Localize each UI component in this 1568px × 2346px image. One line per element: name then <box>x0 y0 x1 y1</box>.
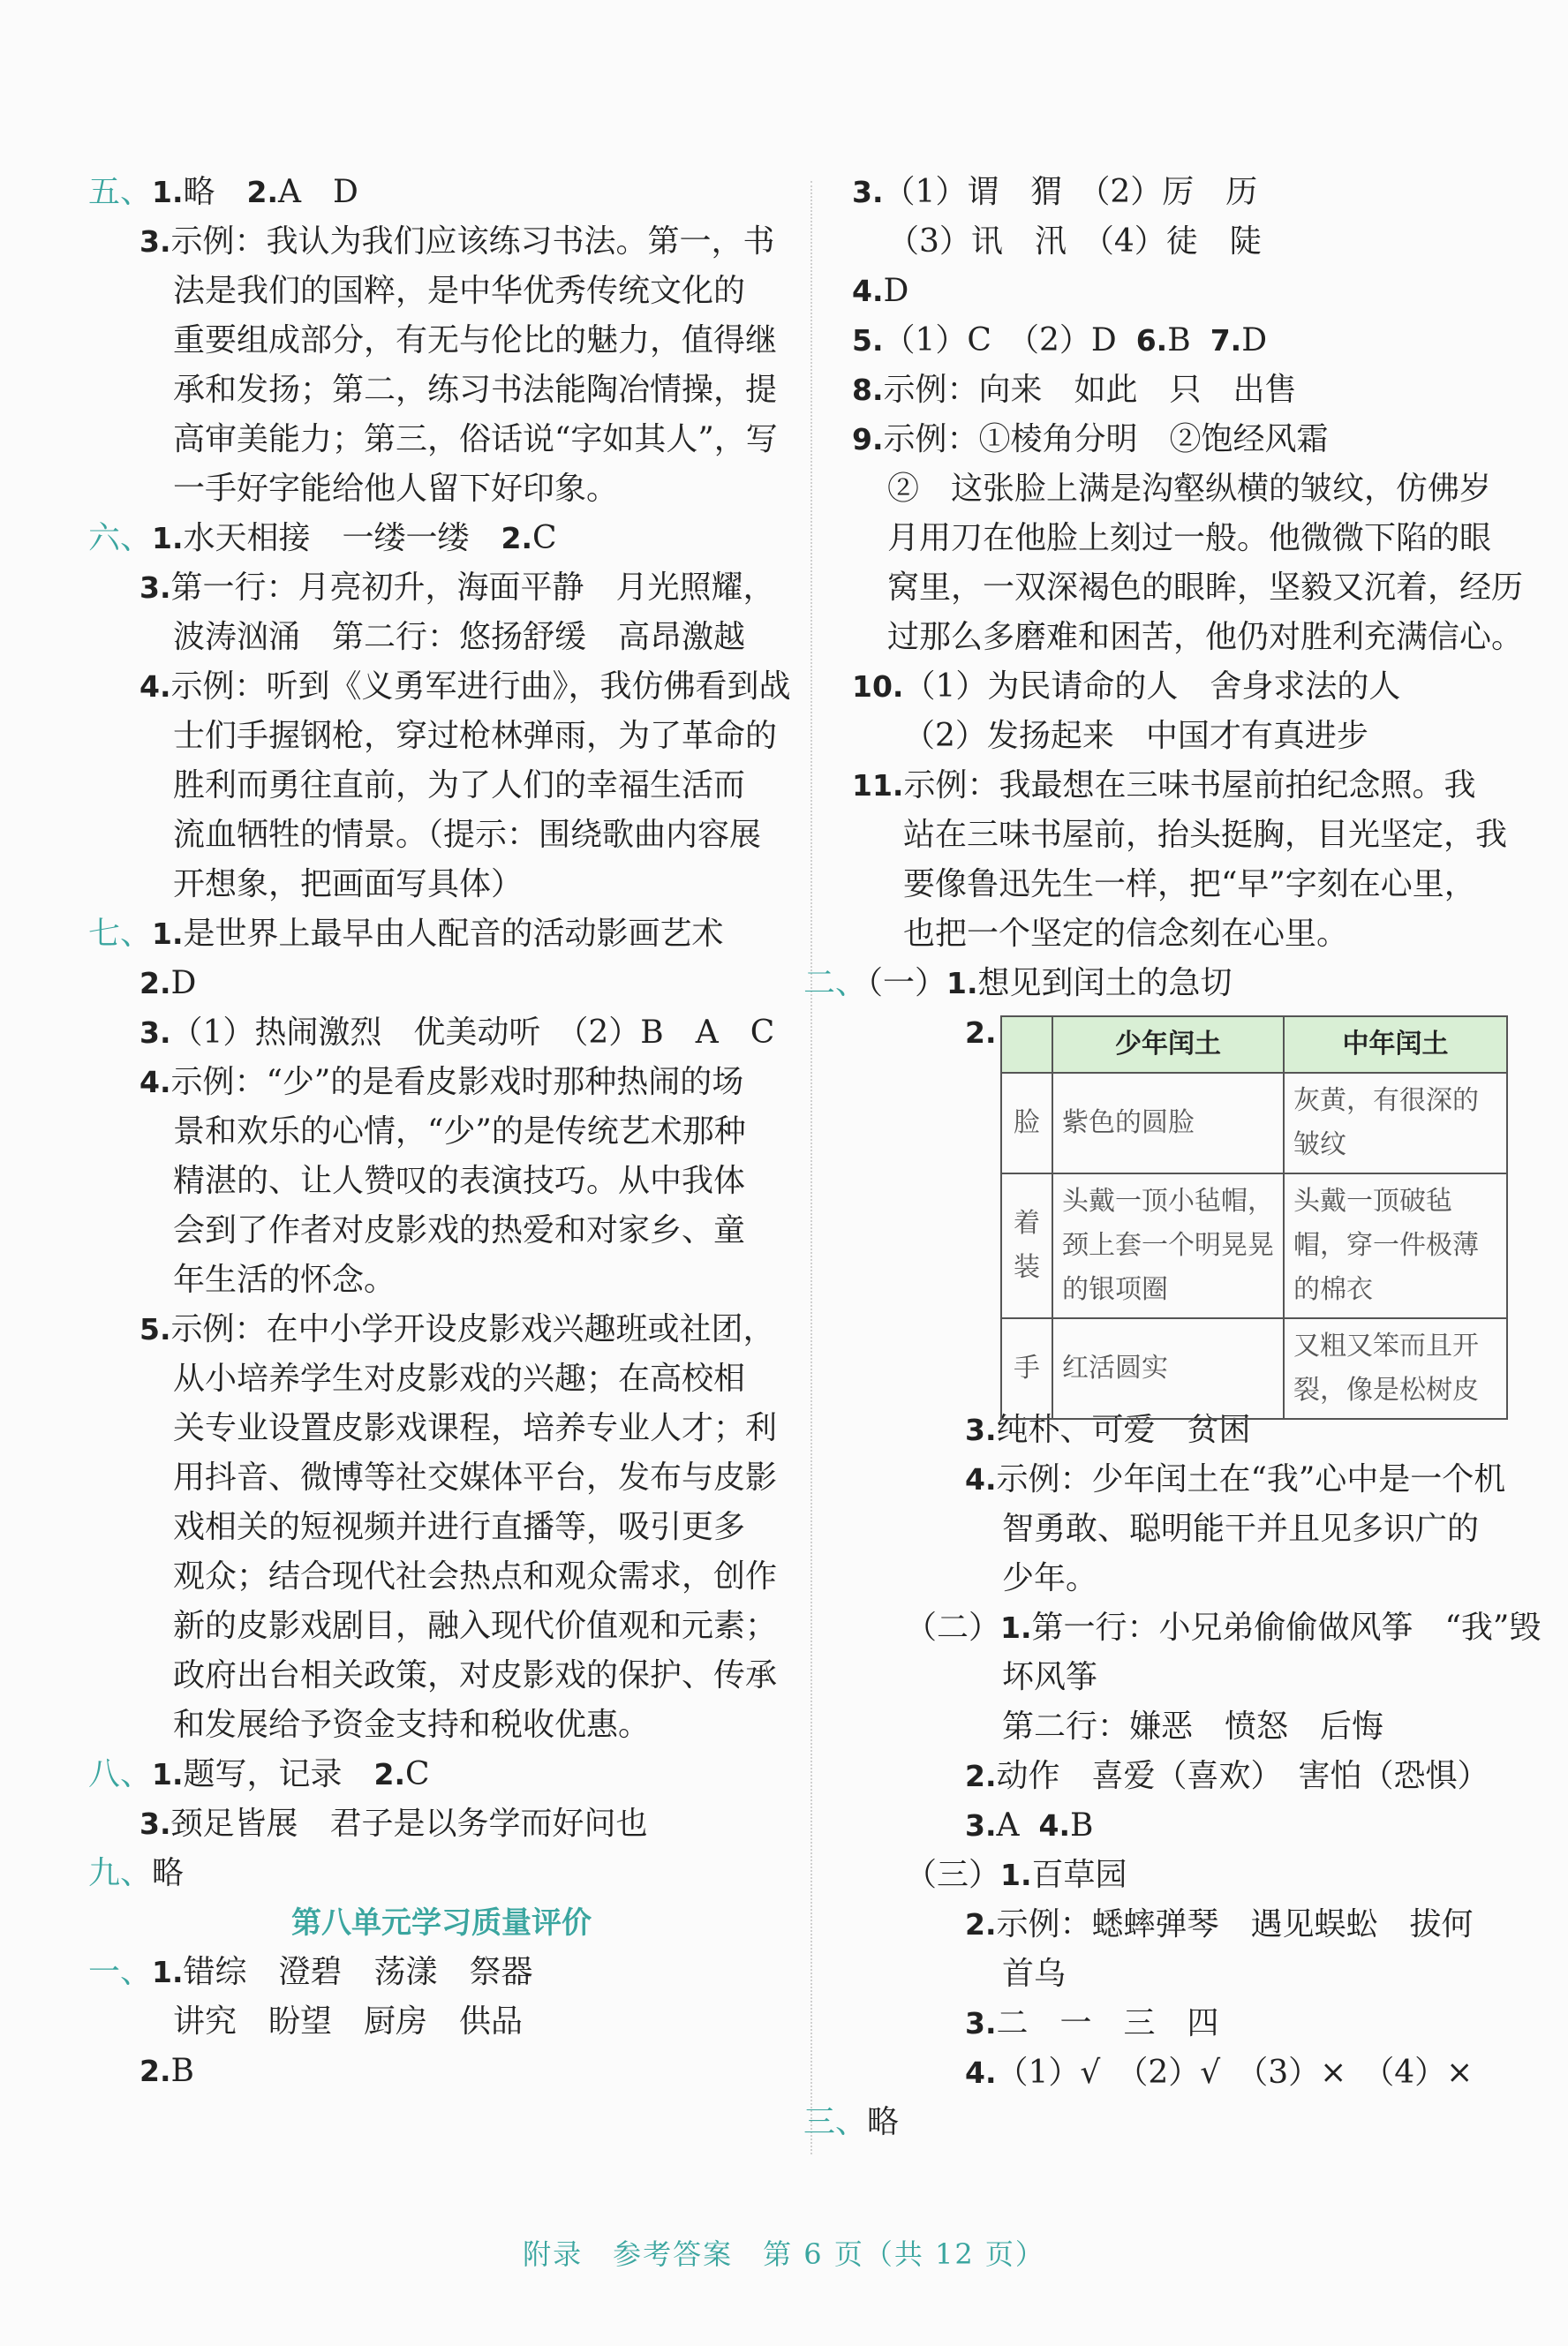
r2-s2q2: 2.动作 喜爱（喜欢） 害怕（恐惧） <box>965 1758 1489 1794</box>
text-line: 戏相关的短视频并进行直播等，吸引更多 <box>173 1509 746 1545</box>
column-divider <box>810 181 812 2154</box>
text-line: 波涛汹涌 第二行：悠扬舒缓 高昂激越 <box>173 619 746 655</box>
table-cell: 红活圆实 <box>1052 1318 1284 1419</box>
r-q9: 9.示例：①棱角分明 ②饱经风霜 <box>852 421 1329 457</box>
page-footer: 附录 参考答案 第 6 页（共 12 页） <box>523 2237 1045 2271</box>
comparison-table <box>1000 1015 1508 1420</box>
text-line: 智勇敢、聪明能干并且见多识广的 <box>1002 1511 1480 1547</box>
s8-line1: 八、1.题写，记录 2.C <box>88 1756 430 1792</box>
text-line: 坏风筝 <box>1002 1659 1098 1695</box>
text-line: 站在三味书屋前，抬头挺胸，目光坚定，我 <box>903 817 1508 853</box>
r2-sub3: （三）1.百草园 <box>905 1857 1127 1893</box>
s6-q4: 4.示例：听到《义勇军进行曲》，我仿佛看到战 <box>139 668 791 705</box>
text-line: 要像鲁迅先生一样，把“早”字刻在心里， <box>903 866 1476 902</box>
table-header-row <box>1001 1016 1507 1073</box>
row-label: 手 <box>1001 1318 1052 1419</box>
comparison-table-block <box>852 1008 1523 1406</box>
r-q3: 3.（1）谓 猬 （2）厉 历 <box>852 174 1258 210</box>
s9-line: 九、略 <box>88 1855 185 1891</box>
r-q10: 10.（1）为民请命的人 舍身求法的人 <box>852 668 1401 705</box>
text-line: 会到了作者对皮影戏的热爱和对家乡、童 <box>173 1212 746 1248</box>
s7-q4: 4.示例：“少”的是看皮影戏时那种热闹的场 <box>139 1064 744 1100</box>
s7-q2: 2.D <box>139 965 197 1001</box>
text-line: 少年。 <box>1002 1560 1098 1596</box>
text-line: 法是我们的国粹，是中华优秀传统文化的 <box>173 273 746 309</box>
text-line: 精湛的、让人赞叹的表演技巧。从中我体 <box>173 1163 746 1199</box>
table-header: 少年闰土 <box>1052 1016 1284 1073</box>
table-number: 2. <box>965 1015 997 1050</box>
left-column <box>88 168 795 2096</box>
text-line: 胜利而勇往直前，为了人们的幸福生活而 <box>173 767 746 803</box>
r-q8: 8.示例：向来 如此 只 出售 <box>852 372 1297 408</box>
s6-q3: 3.第一行：月亮初升，海面平静 月光照耀， <box>139 570 775 606</box>
text-line: 流血牺牲的情景。（提示：围绕歌曲内容展 <box>173 817 762 853</box>
r2-line1: 二、（一）1.想见到闰土的急切 <box>803 965 1233 1001</box>
text-line: 关专业设置皮影戏课程，培养专业人才；利 <box>173 1410 778 1446</box>
text-line: ② 这张脸上满是沟壑纵横的皱纹，仿佛岁 <box>887 471 1492 507</box>
right-column <box>803 168 1542 2147</box>
r-q5-7: 5.（1）C （2）D 6.B 7.D <box>852 322 1268 358</box>
text-line: 和发展给予资金支持和税收优惠。 <box>173 1707 651 1743</box>
text-line: 窝里，一双深褐色的眼眸，坚毅又沉着，经历 <box>887 570 1524 606</box>
r2-q4: 4.示例：少年闰土在“我”心中是一个机 <box>965 1461 1506 1497</box>
text-line: 一手好字能给他人留下好印象。 <box>173 471 619 507</box>
s5-q3: 3.示例：我认为我们应该练习书法。第一，书 <box>139 223 775 260</box>
text-line: 新的皮影戏剧目，融入现代价值观和元素； <box>173 1608 778 1644</box>
table-row <box>1001 1173 1507 1318</box>
text-line: 首乌 <box>1002 1956 1067 1992</box>
table-cell: 头戴一顶小毡帽，颈上套一个明晃晃的银项圈 <box>1052 1173 1284 1318</box>
r2-sub2: （二）1.第一行：小兄弟偷偷做风筝 “我”毁 <box>905 1610 1542 1646</box>
table-cell: 灰黄，有很深的皱纹 <box>1284 1073 1507 1173</box>
unit-title: 第八单元学习质量评价 <box>291 1905 592 1941</box>
table-row <box>1001 1073 1507 1173</box>
s5-line1: 五、1.略 2.A D <box>88 174 358 210</box>
table-cell: 又粗又笨而且开裂，像是松树皮 <box>1284 1318 1507 1419</box>
table-cell: 紫色的圆脸 <box>1052 1073 1284 1173</box>
text-line: 也把一个坚定的信念刻在心里。 <box>903 916 1349 952</box>
text-line: （2）发扬起来 中国才有真进步 <box>903 718 1368 754</box>
table-row <box>1001 1318 1507 1419</box>
text-line: 开想象，把画面写具体） <box>173 866 524 902</box>
text-line: 年生活的怀念。 <box>173 1262 396 1298</box>
s7-q5: 5.示例：在中小学开设皮影戏兴趣班或社团， <box>139 1311 775 1347</box>
r2-s3q3: 3.二 一 三 四 <box>965 2005 1219 2041</box>
text-line: 景和欢乐的心情，“少”的是传统艺术那种 <box>173 1113 746 1150</box>
text-line: 用抖音、微博等社交媒体平台，发布与皮影 <box>173 1460 778 1496</box>
r2-s3q2: 2.示例：蟋蟀弹琴 遇见蜈蚣 拔何 <box>965 1906 1474 1942</box>
r3-line: 三、略 <box>803 2104 900 2140</box>
text-line: 讲究 盼望 厨房 供品 <box>173 2003 524 2040</box>
r2-q3: 3.纯朴、可爱 贫困 <box>965 1412 1251 1448</box>
text-line: 第二行：嫌恶 愤怒 后悔 <box>1002 1709 1384 1745</box>
table-header <box>1001 1016 1052 1073</box>
table-cell: 头戴一顶破毡帽，穿一件极薄的棉衣 <box>1284 1173 1507 1318</box>
text-line: 月用刀在他脸上刻过一般。他微微下陷的眼 <box>887 520 1492 556</box>
text-line: 重要组成部分，有无与伦比的魅力，值得继 <box>173 322 778 358</box>
text-line: 从小培养学生对皮影戏的兴趣；在高校相 <box>173 1361 746 1397</box>
r-q11: 11.示例：我最想在三味书屋前拍纪念照。我 <box>852 767 1476 803</box>
text-line: 士们手握钢枪，穿过枪林弹雨，为了革命的 <box>173 718 778 754</box>
text-line: （3）讯 汛 （4）徒 陡 <box>887 223 1262 260</box>
r2-s3q4: 4.（1）√ （2）√ （3）× （4）× <box>965 2055 1474 2091</box>
text-line: 观众；结合现代社会热点和观众需求，创作 <box>173 1558 778 1595</box>
row-label: 着装 <box>1001 1173 1052 1318</box>
r2-s2q3: 3.A 4.B <box>965 1807 1094 1844</box>
text-line: 过那么多磨难和困苦，他仍对胜利充满信心。 <box>887 619 1524 655</box>
s6-line1: 六、1.水天相接 一缕一缕 2.C <box>88 520 557 556</box>
r-q4: 4.D <box>852 273 909 309</box>
s1-line1: 一、1.错综 澄碧 荡漾 祭器 <box>88 1954 533 1990</box>
s7-line1: 七、1.是世界上最早由人配音的活动影画艺术 <box>88 916 724 952</box>
text-line: 承和发扬；第二，练习书法能陶冶情操，提 <box>173 372 778 408</box>
table-header: 中年闰土 <box>1284 1016 1507 1073</box>
text-line: 政府出台相关政策，对皮影戏的保护、传承 <box>173 1657 778 1693</box>
s7-q3: 3.（1）热闹激烈 优美动听 （2）B A C <box>139 1015 775 1051</box>
s1-q2: 2.B <box>139 2053 194 2089</box>
row-label: 脸 <box>1001 1073 1052 1173</box>
s8-q3: 3.颈足皆展 君子是以务学而好问也 <box>139 1806 648 1842</box>
text-line: 高审美能力；第三，俗话说“字如其人”，写 <box>173 421 778 457</box>
